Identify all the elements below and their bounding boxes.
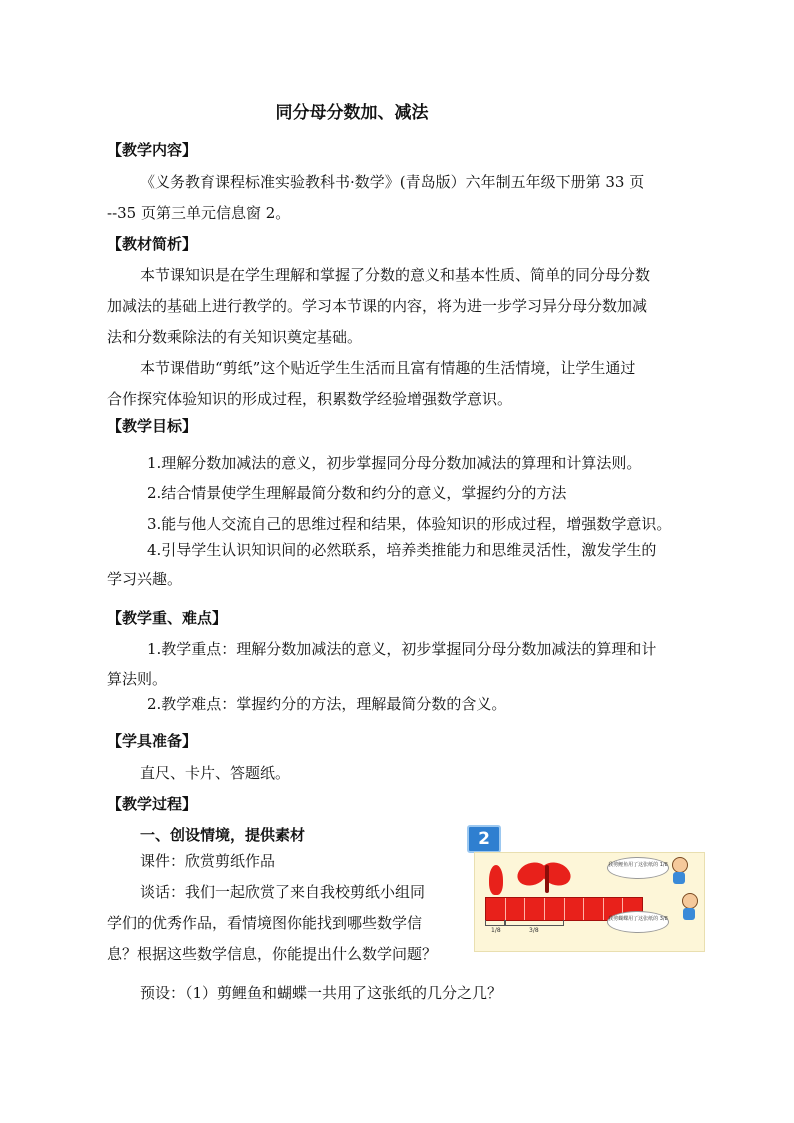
goal-item-1: 1.理解分数加减法的意义，初步掌握同分母分数加减法的算理和计算法则。: [147, 454, 642, 472]
goal-item-4-cont: 学习兴趣。: [107, 570, 183, 588]
content-text-1: 《义务教育课程标准实验教科书·数学》(青岛版）六年制五年级下册第 33 页: [140, 173, 645, 191]
analysis-text-4: 本节课借助“剪纸”这个贴近学生生活而且富有情趣的生活情境，让学生通过: [140, 359, 636, 377]
analysis-text-3: 法和分数乘除法的有关知识奠定基础。: [107, 328, 363, 346]
child-avatar-bottom: [682, 893, 698, 909]
process-text-1: 课件：欣赏剪纸作品: [140, 852, 276, 870]
strip-segment: [545, 898, 565, 920]
analysis-text-2: 加减法的基础上进行教学的。学习本节课的内容，将为进一步学习异分母分数加减: [107, 297, 648, 315]
goal-item-3: 3.能与他人交流自己的思维过程和结果，体验知识的形成过程，增强数学意识。: [147, 515, 672, 533]
section-heading-prep: 【学具准备】: [107, 732, 198, 750]
process-text-3: 学们的优秀作品，看情境图你能找到哪些数学信: [107, 914, 423, 932]
process-text-4: 息？根据这些数学信息，你能提出什么数学问题？: [107, 945, 438, 963]
strip-segment: [565, 898, 585, 920]
goal-item-4: 4.引导学生认识知识间的必然联系，培养类推能力和思维灵活性，激发学生的: [147, 541, 657, 559]
fraction-bracket-left: [485, 920, 506, 926]
process-text-2: 谈话：我们一起欣赏了来自我校剪纸小组同: [140, 883, 426, 901]
strip-segment: [506, 898, 526, 920]
goal-item-2: 2.结合情景使学生理解最简分数和约分的意义，掌握约分的方法: [147, 484, 567, 502]
key-point-2: 2.教学难点：掌握约分的方法，理解最简分数的含义。: [147, 695, 507, 713]
butterfly-wing-right: [538, 859, 574, 890]
content-text-2: --35 页第三单元信息窗 2。: [107, 204, 291, 222]
speech-bubble-bottom: 我剪蝴蝶用了这张纸的 3/8: [607, 911, 669, 933]
section-heading-content: 【教学内容】: [107, 141, 198, 159]
paper-cutting-illustration: [474, 852, 705, 952]
child-body-bottom: [683, 908, 695, 920]
key-point-1-cont: 算法则。: [107, 670, 168, 688]
butterfly-body: [545, 865, 549, 893]
fraction-label-right: 3/8: [529, 927, 539, 934]
prep-item: 直尺、卡片、答题纸。: [140, 764, 291, 782]
info-window-badge: 2: [467, 825, 501, 853]
child-avatar-top: [672, 857, 688, 873]
section-heading-key-points: 【教学重、难点】: [107, 609, 228, 627]
section-heading-goals: 【教学目标】: [107, 417, 198, 435]
fraction-label-left: 1/8: [491, 927, 501, 934]
analysis-text-5: 合作探究体验知识的形成过程，积累数学经验增强数学意识。: [107, 390, 513, 408]
strip-segment: [525, 898, 545, 920]
strip-segment: [584, 898, 604, 920]
analysis-text-1: 本节课知识是在学生理解和掌握了分数的意义和基本性质、简单的同分母分数: [140, 266, 651, 284]
speech-bubble-top: 我剪鲤鱼用了这张纸的 1/8: [607, 857, 669, 879]
key-point-1: 1.教学重点：理解分数加减法的意义，初步掌握同分母分数加减法的算理和计: [147, 640, 657, 658]
strip-segment: [486, 898, 506, 920]
process-subheading: 一、创设情境，提供素材: [140, 826, 306, 844]
page-title: 同分母分数加、减法: [275, 103, 429, 123]
carp-cutout: [489, 865, 503, 895]
section-heading-process: 【教学过程】: [107, 795, 198, 813]
process-text-5: 预设：（1）剪鲤鱼和蝴蝶一共用了这张纸的几分之几？: [140, 984, 503, 1002]
section-heading-analysis: 【教材简析】: [107, 235, 198, 253]
child-body-top: [673, 872, 685, 884]
fraction-bracket-right: [504, 920, 564, 926]
